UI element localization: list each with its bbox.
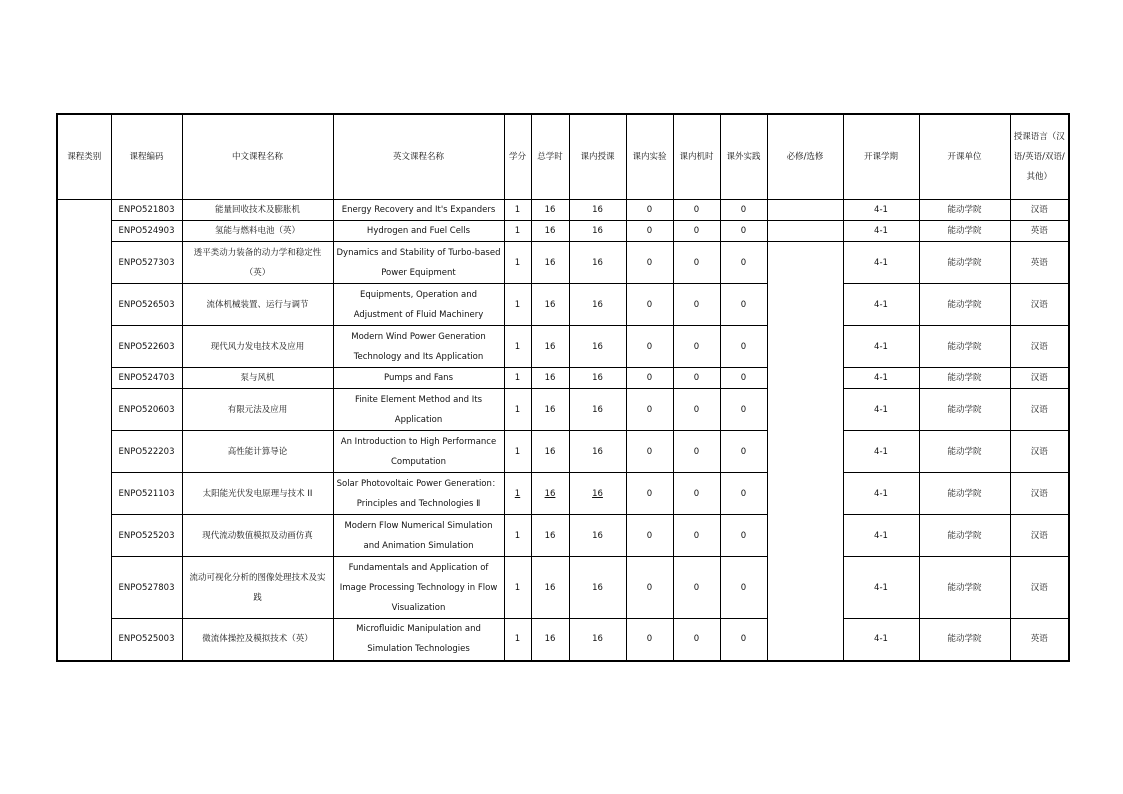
experiment-cell: 0 <box>626 368 673 389</box>
table-row <box>57 431 1069 473</box>
header-computer: 课内机时 <box>673 114 720 200</box>
hours-cell: 16 <box>531 221 569 242</box>
computer-cell: 0 <box>673 242 720 284</box>
hours-cell: 16 <box>531 515 569 557</box>
computer-cell: 0 <box>673 389 720 431</box>
lecture-cell: 16 <box>569 515 626 557</box>
unit-cell: 能动学院 <box>919 619 1010 661</box>
course-code-cell: ENPO524703 <box>111 368 182 389</box>
course-cn-name-cell: 有限元法及应用 <box>182 389 333 431</box>
semester-cell: 4-1 <box>843 431 919 473</box>
semester-cell: 4-1 <box>843 515 919 557</box>
table-body <box>57 200 1069 661</box>
unit-cell: 能动学院 <box>919 557 1010 619</box>
computer-cell: 0 <box>673 368 720 389</box>
computer-cell: 0 <box>673 473 720 515</box>
computer-cell: 0 <box>673 431 720 473</box>
course-en-name-cell: Equipments, Operation and Adjustment of Fluid Machinery <box>333 284 504 326</box>
lecture-cell: 16 <box>569 431 626 473</box>
practice-cell: 0 <box>720 431 767 473</box>
course-cn-name-cell: 能量回收技术及膨胀机 <box>182 200 333 221</box>
unit-cell: 能动学院 <box>919 326 1010 368</box>
credit-cell: 1 <box>504 389 531 431</box>
course-en-name-cell: Microfluidic Manipulation and Simulation Technologies <box>333 619 504 661</box>
computer-cell: 0 <box>673 515 720 557</box>
lecture-cell: 16 <box>569 200 626 221</box>
course-cn-name-cell: 太阳能光伏发电原理与技术 II <box>182 473 333 515</box>
experiment-cell: 0 <box>626 389 673 431</box>
course-en-name-cell: Dynamics and Stability of Turbo-based Power Equipment <box>333 242 504 284</box>
credit-cell: 1 <box>504 431 531 473</box>
experiment-cell: 0 <box>626 221 673 242</box>
credit-cell: 1 <box>504 515 531 557</box>
hours-cell: 16 <box>531 619 569 661</box>
course-en-name-cell: An Introduction to High Performance Computation <box>333 431 504 473</box>
language-cell: 汉语 <box>1010 473 1069 515</box>
header-en-name: 英文课程名称 <box>333 114 504 200</box>
course-cn-name-cell: 泵与风机 <box>182 368 333 389</box>
header-cn-name: 中文课程名称 <box>182 114 333 200</box>
hours-cell: 16 <box>531 242 569 284</box>
computer-cell: 0 <box>673 284 720 326</box>
experiment-cell: 0 <box>626 557 673 619</box>
practice-cell: 0 <box>720 619 767 661</box>
table-row <box>57 242 1069 284</box>
practice-cell: 0 <box>720 242 767 284</box>
language-cell: 英语 <box>1010 221 1069 242</box>
hours-cell: 16 <box>531 200 569 221</box>
computer-cell: 0 <box>673 200 720 221</box>
computer-cell: 0 <box>673 619 720 661</box>
course-cn-name-cell: 流体机械装置、运行与调节 <box>182 284 333 326</box>
unit-cell: 能动学院 <box>919 431 1010 473</box>
language-cell: 汉语 <box>1010 557 1069 619</box>
course-code-cell: ENPO527303 <box>111 242 182 284</box>
lecture-cell: 16 <box>569 242 626 284</box>
computer-cell: 0 <box>673 221 720 242</box>
experiment-cell: 0 <box>626 431 673 473</box>
course-cn-name-cell: 高性能计算导论 <box>182 431 333 473</box>
hours-cell: 16 <box>531 368 569 389</box>
experiment-cell: 0 <box>626 619 673 661</box>
unit-cell: 能动学院 <box>919 200 1010 221</box>
lecture-cell: 16 <box>569 389 626 431</box>
course-en-name-cell: Modern Wind Power Generation Technology and Its Application <box>333 326 504 368</box>
header-category: 课程类别 <box>57 114 111 200</box>
unit-cell: 能动学院 <box>919 221 1010 242</box>
table-row <box>57 368 1069 389</box>
header-lecture: 课内授课 <box>569 114 626 200</box>
experiment-cell: 0 <box>626 473 673 515</box>
lecture-cell: 16 <box>569 557 626 619</box>
credit-cell: 1 <box>504 557 531 619</box>
course-code-cell: ENPO521103 <box>111 473 182 515</box>
practice-cell: 0 <box>720 389 767 431</box>
credit-cell: 1 <box>504 284 531 326</box>
course-code-cell: ENPO527803 <box>111 557 182 619</box>
lecture-cell: 16 <box>569 326 626 368</box>
course-code-cell: ENPO525003 <box>111 619 182 661</box>
course-code-cell: ENPO526503 <box>111 284 182 326</box>
table-row <box>57 619 1069 661</box>
lecture-cell: 16 <box>569 284 626 326</box>
semester-cell: 4-1 <box>843 326 919 368</box>
table-row <box>57 515 1069 557</box>
practice-cell: 0 <box>720 473 767 515</box>
language-cell: 汉语 <box>1010 431 1069 473</box>
course-code-cell: ENPO525203 <box>111 515 182 557</box>
header-language: 授课语言（汉语/英语/双语/其他） <box>1010 114 1069 200</box>
language-cell: 汉语 <box>1010 389 1069 431</box>
course-en-name-cell: Fundamentals and Application of Image Processing Technology in Flow Visualization <box>333 557 504 619</box>
language-cell: 英语 <box>1010 619 1069 661</box>
semester-cell: 4-1 <box>843 221 919 242</box>
header-code: 课程编码 <box>111 114 182 200</box>
experiment-cell: 0 <box>626 242 673 284</box>
unit-cell: 能动学院 <box>919 242 1010 284</box>
header-required: 必修/选修 <box>767 114 843 200</box>
course-cn-name-cell: 现代风力发电技术及应用 <box>182 326 333 368</box>
hours-cell: 16 <box>531 284 569 326</box>
practice-cell: 0 <box>720 200 767 221</box>
semester-cell: 4-1 <box>843 557 919 619</box>
semester-cell: 4-1 <box>843 368 919 389</box>
lecture-cell: 16 <box>569 368 626 389</box>
practice-cell: 0 <box>720 557 767 619</box>
practice-cell: 0 <box>720 221 767 242</box>
unit-cell: 能动学院 <box>919 515 1010 557</box>
credit-cell: 1 <box>504 200 531 221</box>
language-cell: 英语 <box>1010 242 1069 284</box>
semester-cell: 4-1 <box>843 389 919 431</box>
language-cell: 汉语 <box>1010 368 1069 389</box>
credit-cell: 1 <box>504 242 531 284</box>
unit-cell: 能动学院 <box>919 368 1010 389</box>
table-row <box>57 557 1069 619</box>
practice-cell: 0 <box>720 515 767 557</box>
experiment-cell: 0 <box>626 515 673 557</box>
practice-cell: 0 <box>720 284 767 326</box>
semester-cell: 4-1 <box>843 619 919 661</box>
course-cn-name-cell: 微流体操控及模拟技术（英） <box>182 619 333 661</box>
required-cell <box>767 200 843 221</box>
language-cell: 汉语 <box>1010 200 1069 221</box>
lecture-cell: 16 <box>569 619 626 661</box>
semester-cell: 4-1 <box>843 284 919 326</box>
unit-cell: 能动学院 <box>919 284 1010 326</box>
semester-cell: 4-1 <box>843 473 919 515</box>
experiment-cell: 0 <box>626 200 673 221</box>
course-code-cell: ENPO520603 <box>111 389 182 431</box>
practice-cell: 0 <box>720 326 767 368</box>
table-row <box>57 284 1069 326</box>
category-cell <box>57 200 111 661</box>
course-en-name-cell: Energy Recovery and It's Expanders <box>333 200 504 221</box>
lecture-cell: 16 <box>569 221 626 242</box>
header-experiment: 课内实验 <box>626 114 673 200</box>
experiment-cell: 0 <box>626 284 673 326</box>
hours-cell: 16 <box>531 431 569 473</box>
table-row <box>57 389 1069 431</box>
course-en-name-cell: Modern Flow Numerical Simulation and Animation Simulation <box>333 515 504 557</box>
header-credit: 学分 <box>504 114 531 200</box>
course-code-cell: ENPO522203 <box>111 431 182 473</box>
course-code-cell: ENPO521803 <box>111 200 182 221</box>
credit-cell: 1 <box>504 473 531 515</box>
lecture-cell: 16 <box>569 473 626 515</box>
credit-cell: 1 <box>504 326 531 368</box>
header-row <box>57 114 1069 200</box>
language-cell: 汉语 <box>1010 284 1069 326</box>
course-en-name-cell: Solar Photovoltaic Power Generation：Principles and Technologies Ⅱ <box>333 473 504 515</box>
course-cn-name-cell: 流动可视化分析的图像处理技术及实践 <box>182 557 333 619</box>
course-en-name-cell: Finite Element Method and Its Application <box>333 389 504 431</box>
table-row <box>57 200 1069 221</box>
required-cell <box>767 242 843 661</box>
credit-cell: 1 <box>504 221 531 242</box>
header-hours: 总学时 <box>531 114 569 200</box>
experiment-cell: 0 <box>626 326 673 368</box>
semester-cell: 4-1 <box>843 242 919 284</box>
hours-cell: 16 <box>531 473 569 515</box>
header-unit: 开课单位 <box>919 114 1010 200</box>
course-cn-name-cell: 氢能与燃料电池（英） <box>182 221 333 242</box>
course-cn-name-cell: 透平类动力装备的动力学和稳定性（英） <box>182 242 333 284</box>
course-cn-name-cell: 现代流动数值模拟及动画仿真 <box>182 515 333 557</box>
table-row <box>57 221 1069 242</box>
practice-cell: 0 <box>720 368 767 389</box>
header-semester: 开课学期 <box>843 114 919 200</box>
language-cell: 汉语 <box>1010 326 1069 368</box>
course-en-name-cell: Hydrogen and Fuel Cells <box>333 221 504 242</box>
semester-cell: 4-1 <box>843 200 919 221</box>
computer-cell: 0 <box>673 326 720 368</box>
course-table <box>56 113 1070 662</box>
hours-cell: 16 <box>531 326 569 368</box>
table-row <box>57 473 1069 515</box>
table-row <box>57 326 1069 368</box>
course-code-cell: ENPO522603 <box>111 326 182 368</box>
unit-cell: 能动学院 <box>919 473 1010 515</box>
credit-cell: 1 <box>504 368 531 389</box>
hours-cell: 16 <box>531 389 569 431</box>
unit-cell: 能动学院 <box>919 389 1010 431</box>
language-cell: 汉语 <box>1010 515 1069 557</box>
credit-cell: 1 <box>504 619 531 661</box>
required-cell <box>767 221 843 242</box>
course-code-cell: ENPO524903 <box>111 221 182 242</box>
computer-cell: 0 <box>673 557 720 619</box>
header-practice: 课外实践 <box>720 114 767 200</box>
hours-cell: 16 <box>531 557 569 619</box>
course-en-name-cell: Pumps and Fans <box>333 368 504 389</box>
